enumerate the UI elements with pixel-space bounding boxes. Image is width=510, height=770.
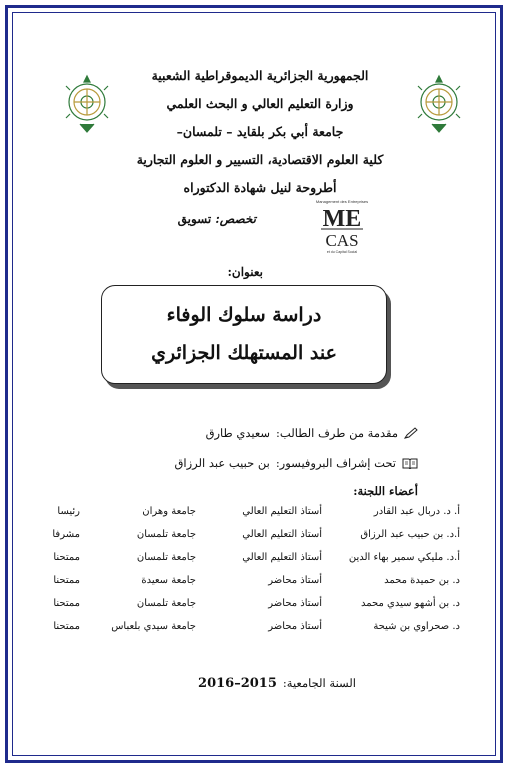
committee-title: أعضاء اللجنة: bbox=[353, 484, 418, 498]
member-role: ممتحنا bbox=[53, 552, 80, 563]
academic-year bbox=[198, 676, 356, 691]
member-name: أ.د. مليكي سمير بهاء الدين bbox=[348, 552, 460, 563]
header-republic: الجمهورية الجزائرية الديموقراطية الشعبية bbox=[151, 68, 369, 83]
member-rank: أستاذ محاضر bbox=[268, 575, 322, 586]
member-role: ممتحنا bbox=[53, 598, 80, 609]
committee-row bbox=[40, 506, 460, 528]
member-rank: أستاذ التعليم العالي bbox=[242, 506, 322, 517]
member-name: د. بن أشهو سيدي محمد bbox=[361, 598, 460, 609]
member-name: أ. د. دربال عبد القادر bbox=[373, 506, 460, 517]
member-role: ممتحنا bbox=[53, 621, 80, 632]
member-university: جامعة سعيدة bbox=[141, 575, 196, 586]
logo-footer-text: et du Capital Social bbox=[326, 250, 358, 254]
specialty-value: تسويق bbox=[177, 212, 212, 226]
thesis-title-line1: دراسة سلوك الوفاء bbox=[166, 304, 322, 326]
member-university: جامعة تلمسان bbox=[136, 552, 196, 563]
committee-table bbox=[40, 506, 460, 646]
member-university: جامعة تلمسان bbox=[136, 598, 196, 609]
committee-row bbox=[40, 621, 460, 643]
logo-top-text: Management des Entreprises bbox=[315, 199, 369, 204]
supervision bbox=[174, 456, 418, 470]
member-rank: أستاذ محاضر bbox=[268, 598, 322, 609]
header-university: جامعة أبي بكر بلقايد – تلمسان– bbox=[176, 124, 344, 139]
academic-year-label: السنة الجامعية: bbox=[282, 676, 356, 690]
specialty bbox=[178, 212, 256, 226]
university-emblem-icon bbox=[414, 72, 464, 134]
member-role: رئيسا bbox=[57, 506, 80, 517]
university-emblem-icon bbox=[62, 72, 112, 134]
academic-year-value: 2015–2016 bbox=[198, 676, 277, 691]
mecas-logo bbox=[311, 196, 373, 254]
supervisor-name: بن حبيب عبد الرزاق bbox=[174, 456, 270, 470]
member-role: مشرفا bbox=[52, 529, 80, 540]
member-university: جامعة تلمسان bbox=[136, 529, 196, 540]
thesis-title-box bbox=[101, 285, 387, 384]
member-university: جامعة سيدي بلعباس bbox=[111, 621, 196, 632]
member-name: د. صحراوي بن شيحة bbox=[373, 621, 460, 632]
logo-bottom: CAS bbox=[325, 231, 359, 250]
thesis-title-line2: عند المستهلك الجزائري bbox=[151, 342, 337, 364]
member-rank: أستاذ التعليم العالي bbox=[242, 529, 322, 540]
entitled-label: بعنوان: bbox=[227, 265, 263, 279]
supervision-label: تحت إشراف البروفيسور: bbox=[275, 456, 396, 470]
member-name: د. بن حميدة محمد bbox=[384, 575, 460, 586]
member-name: أ.د. بن حبيب عبد الرزاق bbox=[360, 529, 460, 540]
member-role: ممتحنا bbox=[53, 575, 80, 586]
pen-icon bbox=[404, 427, 418, 439]
specialty-label: تخصص: bbox=[215, 212, 256, 226]
header-thesis-type: أطروحة لنيل شهادة الدكتوراه bbox=[183, 180, 337, 195]
committee-row bbox=[40, 552, 460, 574]
logo-letters: ME bbox=[322, 206, 362, 232]
member-rank: أستاذ التعليم العالي bbox=[242, 552, 322, 563]
presented-by bbox=[206, 426, 418, 440]
committee-row bbox=[40, 529, 460, 551]
committee-row bbox=[40, 598, 460, 620]
member-university: جامعة وهران bbox=[142, 506, 196, 517]
committee-row bbox=[40, 575, 460, 597]
header-faculty: كلية العلوم الاقتصادية، التسيير و العلوم التجارية bbox=[136, 152, 384, 167]
member-rank: أستاذ محاضر bbox=[268, 621, 322, 632]
header-ministry: وزارة التعليم العالي و البحث العلمي bbox=[166, 96, 354, 111]
book-icon bbox=[402, 457, 418, 469]
student-name: سعيدي طارق bbox=[205, 426, 271, 440]
presented-label: مقدمة من طرف الطالب: bbox=[276, 426, 398, 440]
